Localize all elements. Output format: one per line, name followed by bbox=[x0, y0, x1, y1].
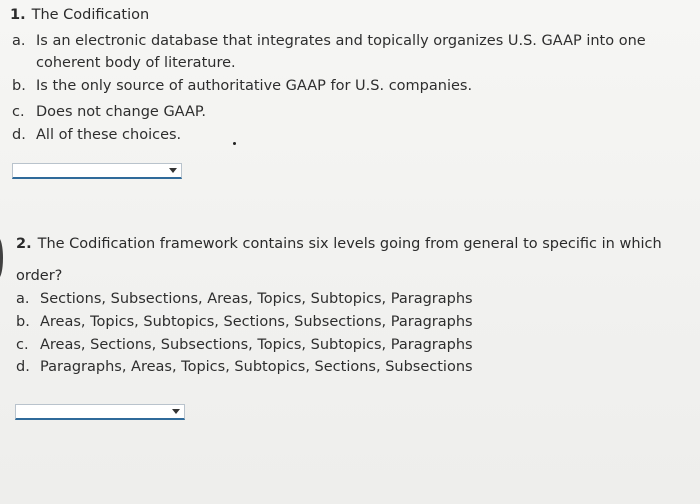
stray-dot bbox=[233, 142, 236, 145]
page-edge-shadow bbox=[0, 238, 3, 278]
option-letter: d. bbox=[16, 359, 30, 375]
option-letter: a. bbox=[12, 33, 26, 49]
question-2-option-a bbox=[16, 288, 473, 310]
option-letter: b. bbox=[12, 78, 26, 94]
question-2-title-continued: order? bbox=[16, 268, 63, 284]
option-letter: d. bbox=[12, 127, 26, 143]
question-2-number: 2. bbox=[16, 236, 32, 252]
option-text: Areas, Sections, Subsections, Topics, Subtopics, Paragraphs bbox=[40, 337, 473, 353]
option-text: Areas, Topics, Subtopics, Sections, Subsections, Paragraphs bbox=[40, 314, 473, 330]
question-1-option-c bbox=[12, 101, 206, 123]
question-2-answer-select[interactable] bbox=[15, 404, 185, 420]
question-1-option-a bbox=[12, 30, 646, 74]
option-text: Paragraphs, Areas, Topics, Subtopics, Sections, Subsections bbox=[40, 359, 473, 375]
question-1-answer-select[interactable] bbox=[12, 163, 182, 179]
option-text: Sections, Subsections, Areas, Topics, Subtopics, Paragraphs bbox=[40, 291, 473, 307]
question-1-option-d bbox=[12, 124, 181, 146]
question-2-option-b bbox=[16, 311, 473, 333]
question-2-option-d bbox=[16, 356, 473, 378]
question-1-number: 1. bbox=[10, 7, 26, 23]
question-1-option-b bbox=[12, 75, 472, 97]
question-1-text: The Codification bbox=[31, 7, 150, 23]
option-text: Is an electronic database that integrates and topically organizes U.S. GAAP into one bbox=[36, 33, 646, 49]
option-text-continued: coherent body of literature. bbox=[36, 55, 236, 71]
option-text: All of these choices. bbox=[36, 127, 182, 143]
option-letter: b. bbox=[16, 314, 30, 330]
question-1-title bbox=[10, 5, 149, 25]
chevron-down-icon[interactable] bbox=[172, 409, 180, 414]
option-letter: a. bbox=[16, 291, 30, 307]
option-letter: c. bbox=[16, 337, 29, 353]
option-letter: c. bbox=[12, 104, 25, 120]
option-text: Does not change GAAP. bbox=[36, 104, 207, 120]
question-2-option-c bbox=[16, 334, 473, 356]
chevron-down-icon[interactable] bbox=[169, 168, 177, 173]
question-2-title bbox=[16, 234, 662, 254]
question-2-text: The Codification framework contains six levels going from general to specific in which bbox=[37, 236, 662, 252]
option-text: Is the only source of authoritative GAAP for U.S. companies. bbox=[36, 78, 473, 94]
